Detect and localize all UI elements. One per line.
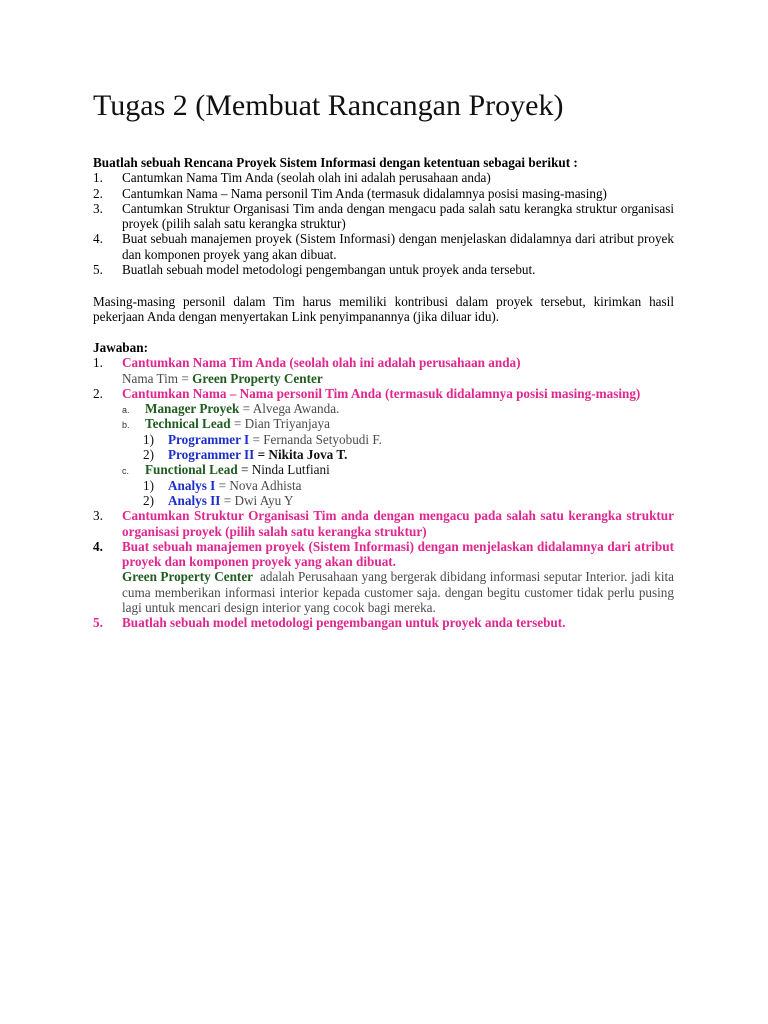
role-person: Dian Triyanjaya (244, 416, 330, 432)
answer-section (93, 340, 678, 631)
team-name-label: Nama Tim = (122, 370, 193, 386)
answer-question: Buatlah sebuah model metodologi pengembangan untuk proyek anda tersebut. (122, 615, 566, 631)
task-item (93, 201, 674, 232)
task-item-text: Buat sebuah manajemen proyek (Sistem Informasi) dengan menjelaskan didalamnya dari atribut proyek dan komponen proyek yang akan dibuat. (122, 231, 674, 262)
role-marker: 2) (143, 447, 154, 463)
role-title: Manager Proyek (145, 401, 240, 417)
role-title: Functional Lead (145, 462, 238, 478)
role-eq: = (220, 492, 235, 508)
role-title: Analys II (168, 492, 221, 508)
task-item-text: Buatlah sebuah model metodologi pengembangan untuk proyek anda tersebut. (122, 262, 536, 278)
role-analyst-2 (93, 493, 674, 508)
role-eq: = (215, 477, 230, 493)
answer-question: Cantumkan Nama – Nama personil Tim Anda (termasuk didalamnya posisi masing-masing) (122, 385, 641, 401)
role-person: Fernanda Setyobudi F. (263, 431, 382, 447)
answer-number: 4. (93, 538, 103, 554)
answer-item-4 (93, 539, 674, 570)
task-item (93, 231, 674, 262)
task-item-text: Cantumkan Struktur Organisasi Tim anda dengan mengacu pada salah satu kerangka struktur organisasi proyek (pilih salah satu kerangka struktur) (122, 200, 674, 232)
task-heading: Buatlah sebuah Rencana Proyek Sistem Informasi dengan ketentuan sebagai berikut : (93, 155, 578, 170)
role-manager (93, 401, 674, 416)
role-marker: 1) (143, 477, 154, 493)
company-desc: adalah Perusahaan yang bergerak dibidang informasi seputar Interior. jadi kita cuma memberikan informasi interior kepada customer saja. dengan begitu customer tidak perlu pusing lagi untuk mencari design interior yang cocok bagi mereka. (122, 569, 678, 616)
task-item-text: Cantumkan Nama – Nama personil Tim Anda (termasuk didalamnya posisi masing-masing) (122, 185, 607, 201)
task-section (93, 155, 674, 277)
role-person: Nova Adhista (229, 477, 302, 493)
answer-question: Cantumkan Nama Tim Anda (seolah olah ini adalah perusahaan anda) (122, 355, 521, 371)
task-paragraph: Masing-masing personil dalam Tim harus memiliki kontribusi dalam proyek tersebut, kirimkan hasil pekerjaan Anda dengan menyertakan Link penyimpanannya (jika diluar idu). (93, 294, 674, 325)
answer-number: 5. (93, 615, 103, 631)
task-item (93, 262, 674, 277)
company-description (93, 569, 678, 616)
answer-number: 2. (93, 385, 103, 401)
role-programmer-1 (93, 432, 674, 447)
role-title: Technical Lead (145, 416, 231, 432)
role-person: Alvega Awanda. (252, 401, 340, 417)
page-title: Tugas 2 (Membuat Rancangan Proyek) (93, 89, 564, 122)
team-name-line (93, 371, 674, 386)
answer-item-3 (93, 508, 674, 539)
role-person: Dwi Ayu Y (234, 492, 294, 508)
role-marker: 1) (143, 431, 154, 447)
answer-number: 3. (93, 508, 103, 524)
role-person: Ninda Lutfiani (251, 462, 330, 478)
role-marker: 2) (143, 492, 154, 508)
role-eq: = (237, 462, 252, 478)
role-eq: = (230, 416, 245, 432)
task-item (93, 170, 674, 185)
role-eq: = (254, 447, 269, 463)
answer-item-1 (93, 355, 674, 370)
task-item-number: 3. (93, 200, 103, 216)
answer-question: Cantumkan Struktur Organisasi Tim anda dengan mengacu pada salah satu kerangka struktur organisasi proyek (pilih salah satu kerangka struktur) (122, 508, 674, 539)
role-analyst-1 (93, 478, 674, 493)
role-programmer-2 (93, 447, 674, 462)
role-title: Programmer I (168, 431, 250, 447)
task-item-number: 1. (93, 170, 103, 186)
task-item-text: Cantumkan Nama Tim Anda (seolah olah ini adalah perusahaan anda) (122, 170, 491, 186)
role-eq: = (249, 431, 264, 447)
role-technical-lead (93, 416, 674, 431)
role-title: Analys I (168, 477, 216, 493)
role-eq: = (239, 401, 253, 417)
role-title: Programmer II (168, 447, 255, 463)
task-item (93, 186, 674, 201)
task-item-number: 5. (93, 262, 103, 278)
company-name: Green Property Center (122, 569, 254, 585)
role-person: Nikita Jova T. (268, 447, 348, 463)
task-item-number: 4. (93, 231, 103, 247)
answer-number: 1. (93, 355, 103, 371)
answer-item-2 (93, 386, 674, 401)
role-marker: a. (122, 405, 130, 416)
answer-question: Buat sebuah manajemen proyek (Sistem Informasi) dengan menjelaskan didalamnya dari atribut proyek dan komponen proyek yang akan dibuat. (122, 538, 674, 570)
task-item-number: 2. (93, 185, 103, 201)
answer-heading: Jawaban: (93, 340, 148, 355)
team-name-value: Green Property Center (192, 370, 323, 386)
role-marker: b. (122, 420, 130, 431)
answer-item-5 (93, 615, 674, 630)
role-functional-lead (93, 462, 674, 477)
task-paragraph-block (93, 294, 674, 325)
role-marker: c. (122, 466, 130, 477)
